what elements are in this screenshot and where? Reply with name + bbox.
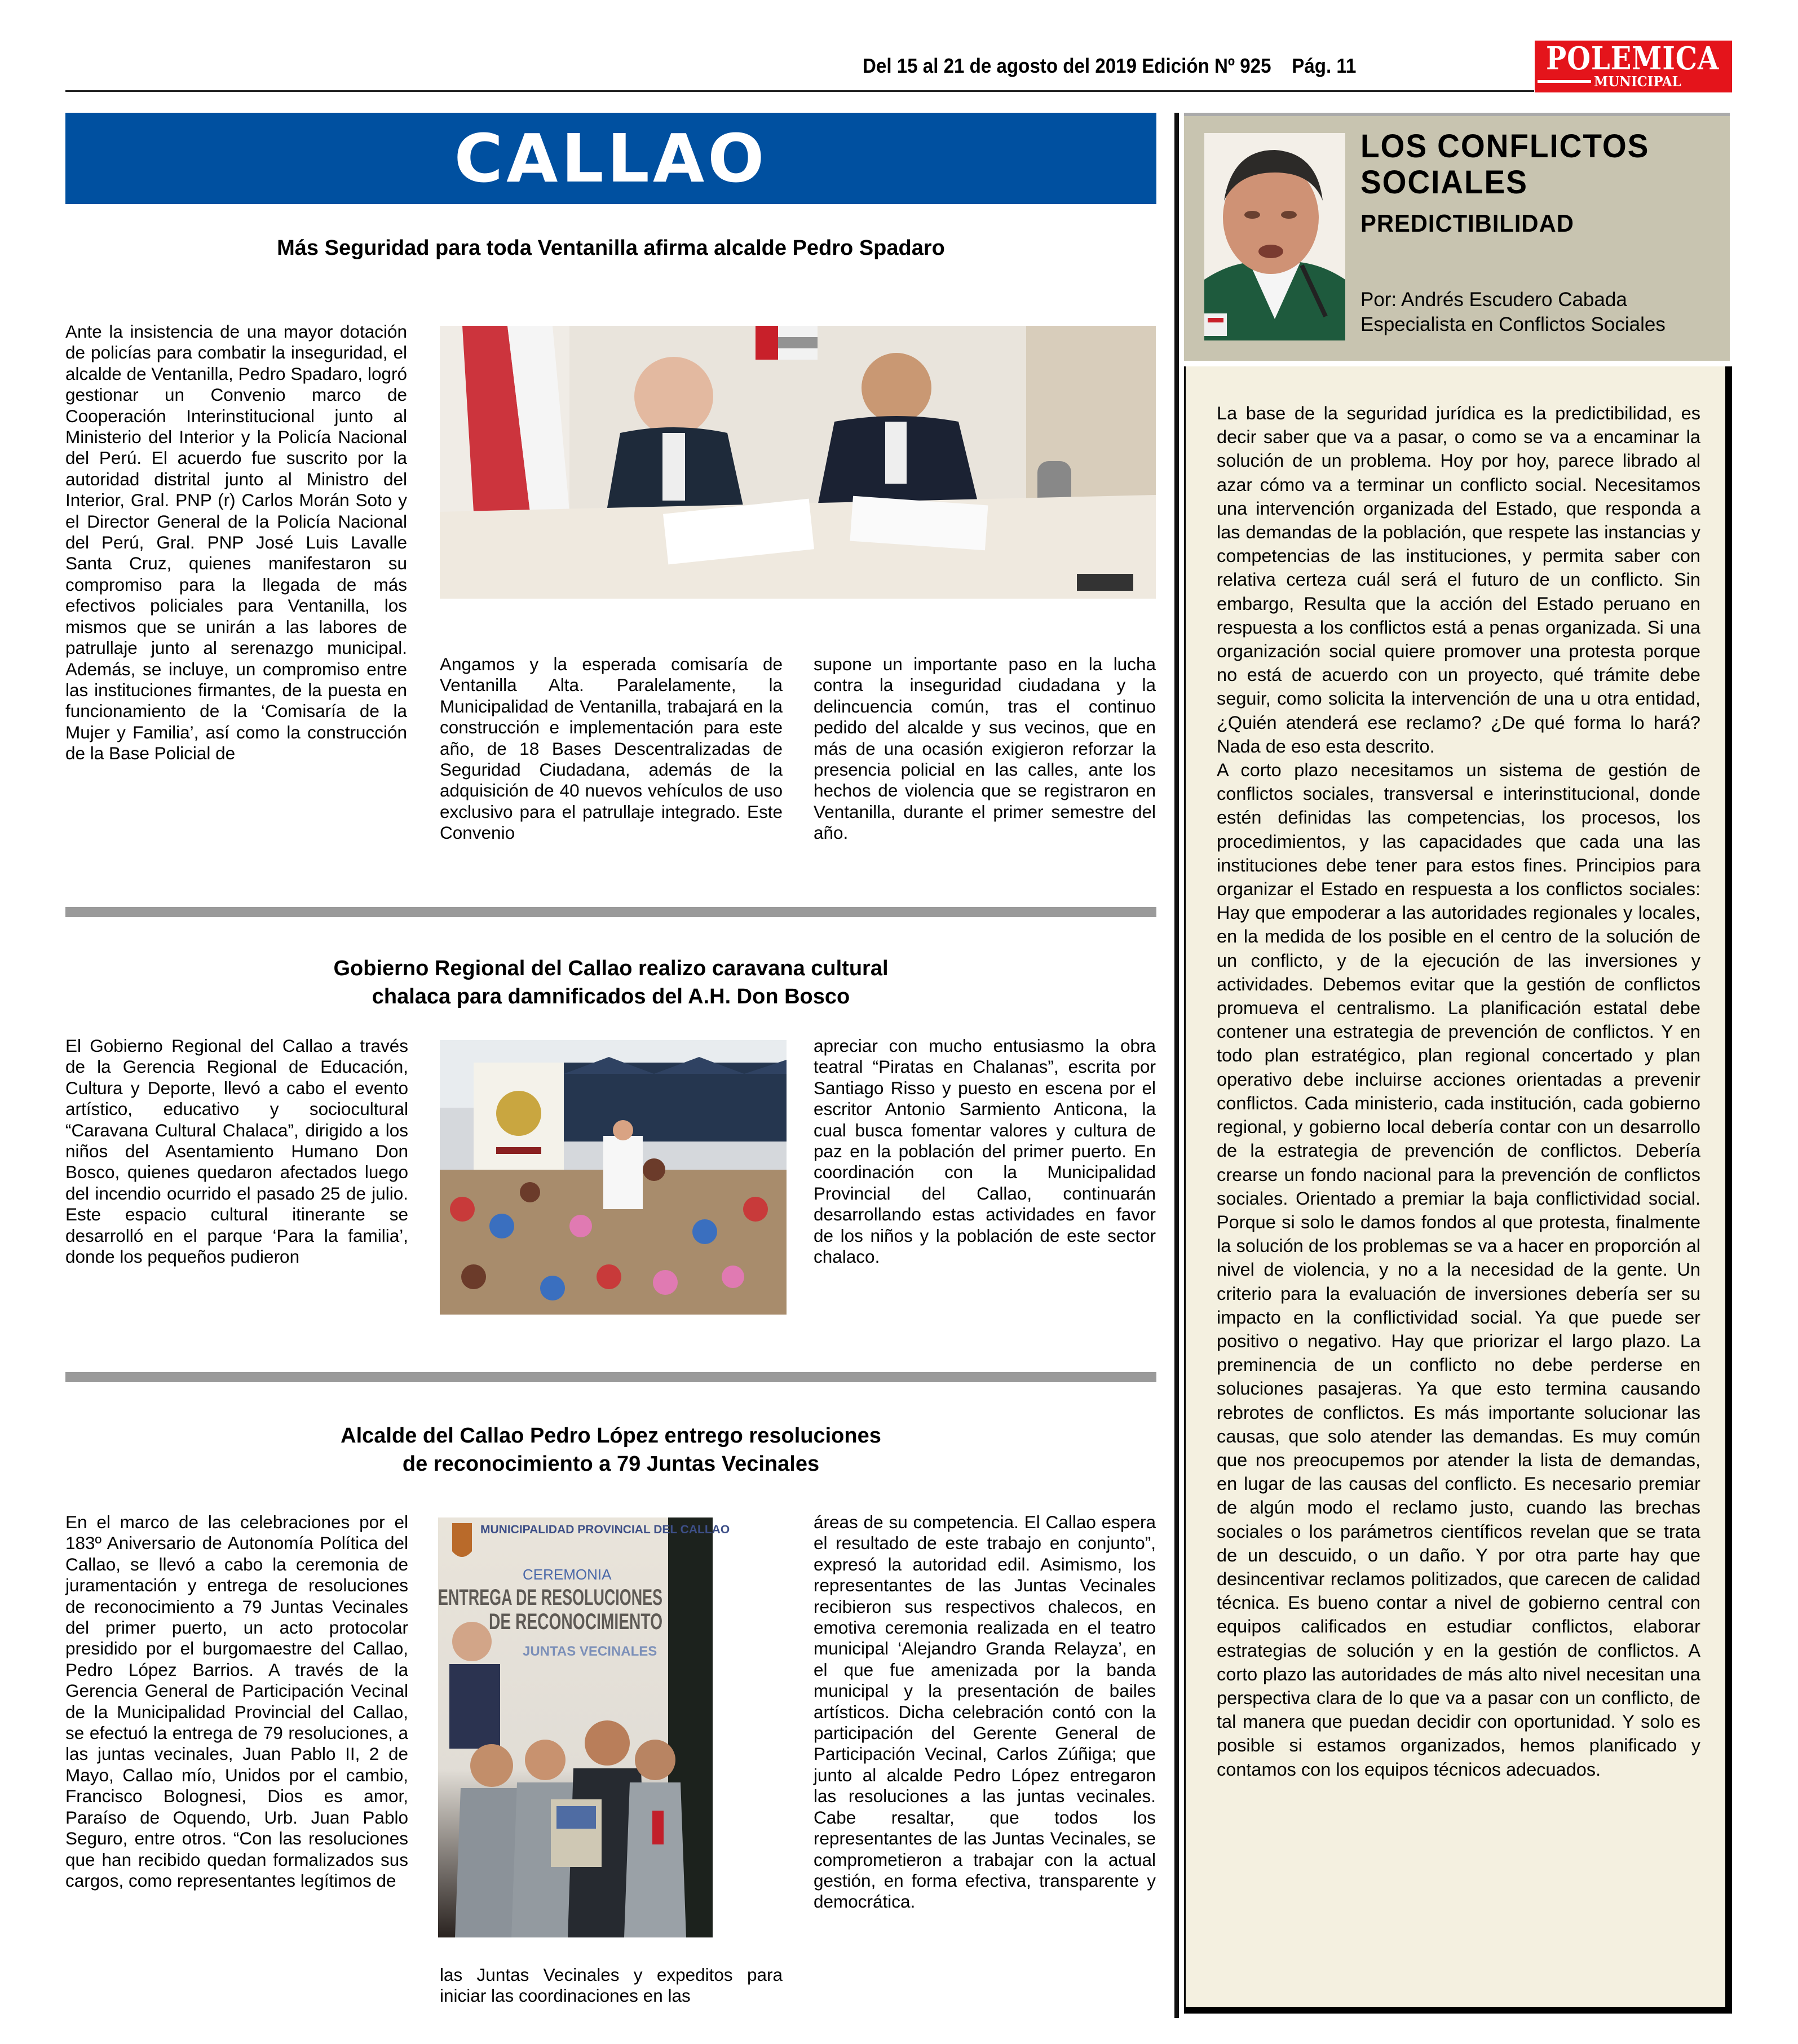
banner-line-3-text: JUNTAS VECINALES [523, 1644, 657, 1659]
children-photo-image [440, 1040, 787, 1315]
opinion-title-line-1: LOS CONFLICTOS [1360, 128, 1650, 165]
opinion-byline [1360, 287, 1666, 337]
opinion-title [1360, 129, 1649, 201]
section-banner [65, 113, 1156, 204]
children-group-photo [440, 1040, 787, 1315]
page-number: Pág. 11 [1292, 54, 1357, 77]
signing-ceremony-photo [440, 326, 1156, 599]
article-1-headline: Más Seguridad para toda Ventanilla afirma alcalde Pedro Spadaro [277, 236, 945, 260]
article-1-column-1: Ante la insistencia de una mayor dotación de policías para combatir la inseguridad, el alcalde de Ventanilla, Pedro Spadaro, logró gestionar un Convenio marco de Cooperación Interinstitucional junto al Ministerio del Interior y la Policía Nacional del Perú. El acuerdo fue suscrito por la autoridad distrital junto al Ministro del Interior, Gral. PNP (r) Carlos Morán Soto y el Director General de la Policía Nacional del Perú, Gral. PNP José Luis Lavalle Santa Cruz, quienes manifestaron su compromiso para la llegada de más efectivos policiales para Ventanilla, los mismos que se unirán a las labores de patrullaje junto al serenazgo municipal. Además, se incluye, un compromiso entre las instituciones firmantes, de la puesta en funcionamiento de la ‘Comisaría de la Mujer y Familia’, así como la construcción de la Base Policial de [65, 321, 407, 764]
article-1-column-2: Angamos y la esperada comisaría de Ventanilla Alta. Paralelamente, la Municipalidad de Ventanilla, trabajará en la construcción e implementación para este año, de 18 Bases Descentralizadas de Seguridad Ciudadana, además de la adquisición de 40 nuevos vehículos de uso exclusivo para el patrullaje integrado. Este Convenio [440, 654, 783, 843]
ceremony-photo [438, 1517, 730, 1937]
logo-bar [1538, 80, 1591, 83]
section-title: CALLAO [454, 120, 768, 197]
banner-line-1-text: ENTREGA DE RESOLUCIONES [438, 1585, 662, 1610]
logo-text-top: POLEMICA [1546, 40, 1720, 77]
article-2-headline-line-2: chalaca para damnificados del A.H. Don Bosco [372, 985, 850, 1008]
polemica-municipal-logo [1535, 41, 1732, 92]
opinion-body [1217, 401, 1700, 1781]
author-photo [1204, 133, 1345, 340]
author-photo-image [1204, 133, 1345, 340]
article-3-column-1: En el marco de las celebraciones por el 183º Aniversario de Autonomía Política del Callao, se llevó a cabo la ceremonia de juramentación y entrega de resoluciones de reconocimiento a 79 Juntas Vecinales del primer puerto, un acto protocolar presidido por el burgomaestre del Callao, Pedro López Barrios. A través de la Gerencia General de Participación Vecinal de la Municipalidad Provincial del Callao, se efectuó la entrega de 79 resoluciones, a las juntas vecinales, Juan Pablo II, 2 de Mayo, Callao mío, Unidos por el cambio, Francisco Bolognesi, Dios es amor, Paraíso de Oquendo, Urb. Juan Pablo Seguro, entre otros. “Con las resoluciones que han recibido quedan formalizados sus cargos, como representantes legítimos de [65, 1512, 408, 1891]
opinion-paragraph-2: A corto plazo necesitamos un sistema de gestión de conflictos sociales, transversal e interinstitucional, donde estén definidas las competencias, los procesos, los procedimientos, y las capacidades que cada una las instituciones debe tener para estos fines. Principios para organizar el Estado en respuesta a los conflictos sociales: Hay que empoderar a las autoridades regionales y locales, en la medida de los posible en el centro de la solución de un conflicto, y de la ejecución de las inversiones y actividades. Debemos evitar que la gestión de conflictos promueva el centralismo. La planificación estatal debe contener una estrategia de prevención de conflictos. Y en todo plan estratégico, plan regional concertado y plan operativo debe incluirse acciones orientadas a prevenir conflictos. Cada ministerio, cada institución, cada gobierno regional, y gobierno local debería contar con un desarrollo de la estrategia de prevención de conflictos. Debería crearse un fondo nacional para la prevención de conflictos sociales. Orientado a premiar la baja conflictividad social. Porque si solo le damos fondos al que protesta, finalmente la solución de los problemas se va a hacer en proporción al nivel de violencia, y no a la necesidad de la gente. Un criterio para la evaluación de inversiones debería ser su impacto en la conflictividad social. Ya que puede ser positivo o negativo. Hay que priorizar el largo plazo. La preminencia de un conflicto no debe perderse en soluciones pasajeras. Ya que esto termina causando rebrotes de conflictos. Es más importante solucionar las causas, que solo atender las demandas. Es muy común que nos preocupemos por atender la lista de demandas, en lugar de las causas del conflicto. Es necesario premiar de algún modo el reclamo justo, cuando las brechas sociales o los parámetros científicos revelan que se trata de un descuido, o un daño. Y por otra parte hay que desincentivar reclamos politizados, que carecen de calidad técnica. Es bueno contar a nivel de gobierno central con equipos calificados en estudiar conflictos, elaborar estrategias de solución y en la gestión de conflictos. A corto plazo las autoridades de más alto nivel necesitan una perspectiva clara de lo que va a pasar con un conflicto, de tal manera que puedan decidir con oportunidad. Y solo es posible si estamos organizados, hemos planificado y contamos con los equipos técnicos adecuados. [1217, 760, 1700, 1780]
edition-info [863, 54, 1377, 78]
banner-top-text: MUNICIPALIDAD PROVINCIAL DEL CALLAO [480, 1523, 730, 1536]
column-divider [1174, 113, 1179, 2018]
ceremony-photo-image [438, 1517, 730, 1937]
article-3-headline [65, 1422, 1156, 1478]
article-2-headline-line-1: Gobierno Regional del Callao realizo caravana cultural [333, 957, 889, 980]
opinion-title-line-2: SOCIALES [1360, 164, 1528, 201]
author-role: Especialista en Conflictos Sociales [1360, 313, 1666, 335]
edition-date: Del 15 al 21 de agosto del 2019 Edición Nº 925 [863, 54, 1271, 77]
header-rule [65, 90, 1534, 92]
banner-ceremonia-text: CEREMONIA [523, 1566, 612, 1583]
article-3-column-3: áreas de su competencia. El Callao espera el resultado de este trabajo en conjunto”, expresó la autoridad edil. Asimismo, los representantes de las Juntas Vecinales recibieron sus respectivos chalecos, en emotiva ceremonia realizada en el teatro municipal ‘Alejandro Granda Relayza’, en el que fue amenizada por la banda municipal y la presentación de bailes artísticos. Dicha celebración contó con la participación del Gerente General de Participación Vecinal, Carlos Zúñiga; que junto al alcalde Pedro López entregaron las resoluciones a las juntas vecinales. Cabe resaltar, que todos los representantes de las Juntas Vecinales, se comprometieron a trabajar con la actual gestión, en forma efectiva, transparente y democrática. [814, 1512, 1156, 1912]
banner-line-2-text: DE RECONOCIMIENTO [489, 1609, 662, 1634]
article-2-column-2: apreciar con mucho entusiasmo la obra teatral “Piratas en Chalanas”, escrita por Santiago Risso y puesto en escena por el escritor Antonio Sarmiento Anticona, la cual busca fomentar valores y cultura de paz en la población del primer puerto. En coordinación con la Municipalidad Provincial del Callao, continuarán desarrollando estas actividades en favor de los niños y la población de este sector chalaco. [814, 1036, 1156, 1267]
logo-text-bottom: MUNICIPAL [1594, 73, 1681, 90]
article-separator-2 [65, 1372, 1156, 1382]
article-3-headline-line-2: de reconocimiento a 79 Juntas Vecinales [402, 1452, 820, 1476]
article-3-headline-line-1: Alcalde del Callao Pedro López entrego resoluciones [341, 1424, 881, 1448]
article-2-headline [65, 954, 1156, 1011]
article-1-column-3: supone un importante paso en la lucha contra la inseguridad ciudadana y la delincuencia común, tras el continuo pedido del alcalde y sus vecinos, que en más de una ocasión exigieron reforzar la presencia policial en las calles, ante los hechos de violencia que se registraron en Ventanilla, durante el primer semestre del año. [814, 654, 1156, 843]
opinion-paragraph-1: La base de la seguridad jurídica es la predictibilidad, es decir saber que va a pasar, o como se va a encaminar la solución de un problema. Hoy por hoy, parece librado al azar cómo va a terminar un conflicto social. Necesitamos una intervención organizada del Estado, que responda a las demandas de la población, que respete las instancias y competencias de las instituciones, y permita saber con relativa certeza cuál será el futuro de un conflicto. Sin embargo, Resulta que la acción del Estado peruano en respuesta a los conflictos está a penas organizada. Si una organización social quiere promover una protesta porque no está de acuerdo con un proyecto, qué trámite debe seguir, como solicita la intervención de una u otra entidad, ¿Quién atenderá ese reclamo? ¿De qué forma lo hará? Nada de eso esta descrito. [1217, 403, 1700, 756]
article-separator-1 [65, 907, 1156, 917]
opinion-subtitle: PREDICTIBILIDAD [1360, 210, 1574, 237]
article-2-column-1: El Gobierno Regional del Callao a través de la Gerencia Regional de Educación, Cultura y Deporte, llevó a cabo el evento artístico, educativo y sociocultural “Caravana Cultural Chalaca”, dirigido a los niños del Asentamiento Humano Don Bosco, quienes quedaron afectados luego del incendio ocurrido el pasado 25 de julio. Este espacio cultural itinerante se desarrolló en el parque ‘Para la familia’, donde los pequeños pudieron [65, 1036, 408, 1267]
article-3-column-2: las Juntas Vecinales y expeditos para iniciar las coordinaciones en las [440, 1965, 783, 2006]
signing-photo-image [440, 326, 1156, 599]
author-name: Por: Andrés Escudero Cabada [1360, 289, 1627, 311]
